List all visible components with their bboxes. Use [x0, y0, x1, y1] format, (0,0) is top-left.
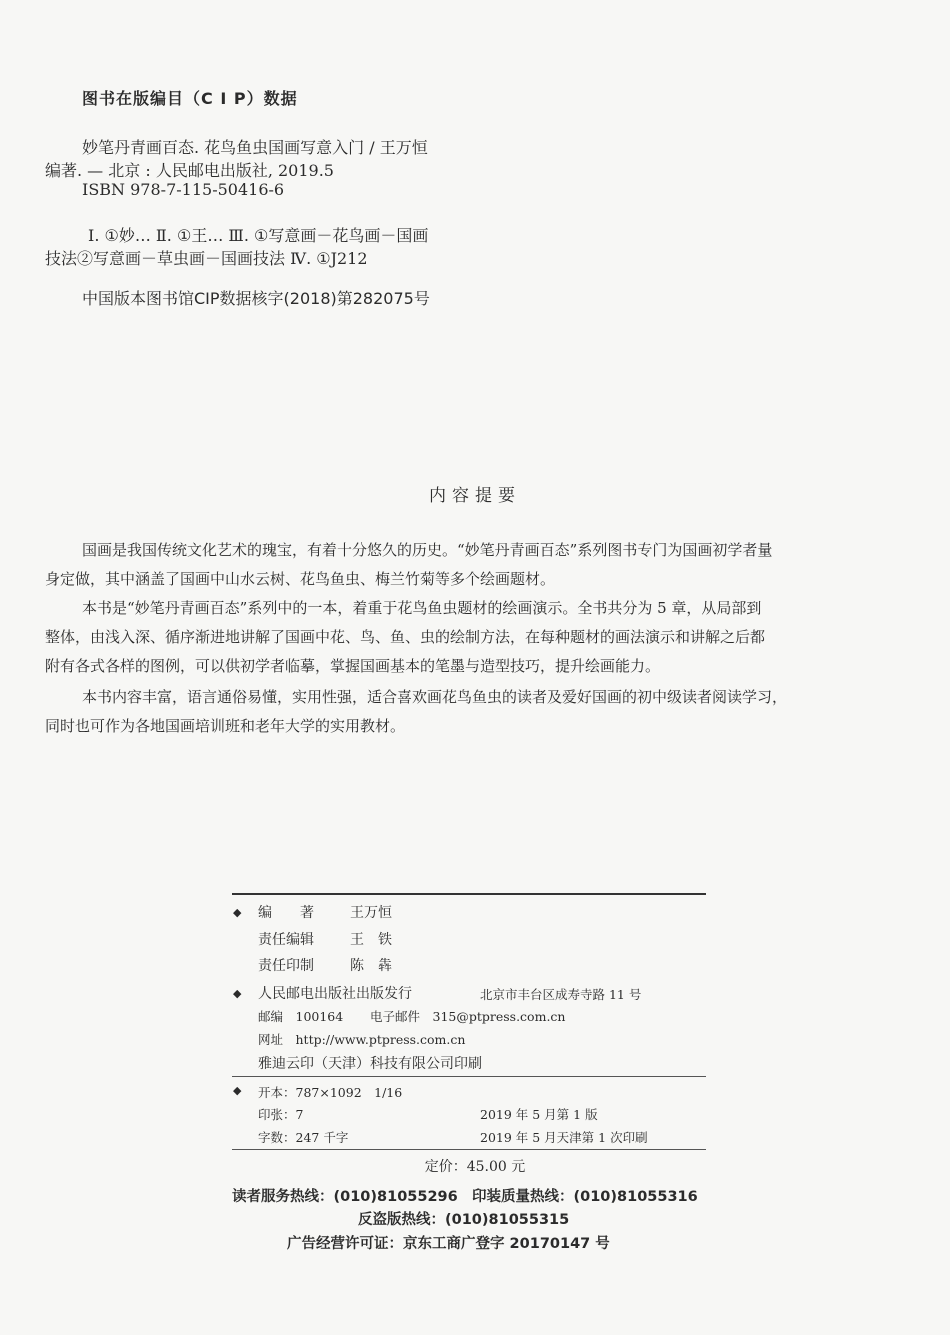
cip-core-number: 中国版本图书馆CIP数据核字(2018)第282075号	[82, 289, 430, 308]
printer: 雅迪云印（天津）科技有限公司印刷	[258, 1056, 482, 1072]
summary-p3-line1: 本书内容丰富，语言通俗易懂，实用性强，适合喜欢画花鸟鱼虫的读者及爱好国画的初中级读者阅读学习，	[82, 688, 788, 706]
cip-line-isbn: ISBN 978-7-115-50416-6	[82, 180, 285, 199]
bullet-icon: ◆	[233, 1084, 242, 1097]
publisher-box-bottom-rule	[232, 1149, 706, 1150]
printing: 2019 年 5 月天津第 1 次印刷	[480, 1130, 648, 1145]
piracy-hotline: 反盗版热线：(010)81055315	[358, 1212, 570, 1228]
summary-p2-line3: 附有各式各样的图例，可以供初学者临摹，掌握国画基本的笔墨与造型技巧，提升绘画能力。	[45, 657, 661, 675]
edition: 2019 年 5 月第 1 版	[480, 1107, 598, 1122]
cip-line-publisher: 编著. — 北京 : 人民邮电出版社, 2019.5	[45, 161, 334, 180]
summary-p1-line1: 国画是我国传统文化艺术的瑰宝，有着十分悠久的历史。“妙笔丹青画百态”系列图书专门为国画初学者量	[82, 541, 773, 559]
quality-hotline: 印装质量热线：(010)81055316	[472, 1189, 698, 1205]
postcode: 邮编 100164	[258, 1009, 344, 1024]
bullet-icon: ◆	[233, 987, 242, 1000]
publisher-box-top-rule	[232, 893, 706, 895]
publisher-address: 北京市丰台区成寿寺路 11 号	[480, 987, 642, 1002]
summary-p1-line2: 身定做，其中涵盖了国画中山水云树、花鸟鱼虫、梅兰竹菊等多个绘画题材。	[45, 570, 556, 588]
ad-license: 广告经营许可证：京东工商广登字 20170147 号	[287, 1236, 610, 1252]
service-hotline: 读者服务热线：(010)81055296	[232, 1189, 458, 1205]
author-label: 编 著	[258, 905, 314, 921]
summary-p2-line2: 整体，由浅入深、循序渐进地讲解了国画中花、鸟、鱼、虫的绘制方法，在每种题材的画法演示和讲解之后都	[45, 628, 766, 646]
print-name: 陈 犇	[350, 958, 392, 974]
editor-name: 王 铁	[350, 932, 392, 948]
summary-p3-line2: 同时也可作为各地国画培训班和老年大学的实用教材。	[45, 717, 406, 735]
summary-p2-line1: 本书是“妙笔丹青画百态”系列中的一本，着重于花鸟鱼虫题材的绘画演示。全书共分为 5 章，从局部到	[82, 599, 762, 617]
cip-line-class1: Ⅰ. ①妙… Ⅱ. ①王… Ⅲ. ①写意画－花鸟画－国画	[88, 226, 429, 245]
website: 网址 http://www.ptpress.com.cn	[258, 1032, 466, 1047]
format: 开本：787×1092 1/16	[258, 1085, 403, 1100]
editor-label: 责任编辑	[258, 932, 314, 948]
price: 定价：45.00 元	[424, 1159, 526, 1175]
word-count: 字数：247 千字	[258, 1130, 349, 1145]
email: 电子邮件 315@ptpress.com.cn	[370, 1009, 566, 1024]
publisher-name: 人民邮电出版社出版发行	[258, 986, 412, 1002]
sheets: 印张：7	[258, 1107, 304, 1122]
author-name: 王万恒	[350, 905, 392, 921]
print-label: 责任印制	[258, 958, 314, 974]
cip-title: 图书在版编目（C I P）数据	[82, 89, 298, 108]
bullet-icon: ◆	[233, 906, 242, 919]
summary-title: 内容提要	[429, 486, 521, 506]
cip-line-title: 妙笔丹青画百态. 花鸟鱼虫国画写意入门 / 王万恒	[82, 138, 428, 157]
cip-line-class2: 技法②写意画－草虫画－国画技法 Ⅳ. ①J212	[45, 249, 368, 268]
publisher-box-mid-rule	[232, 1076, 706, 1077]
